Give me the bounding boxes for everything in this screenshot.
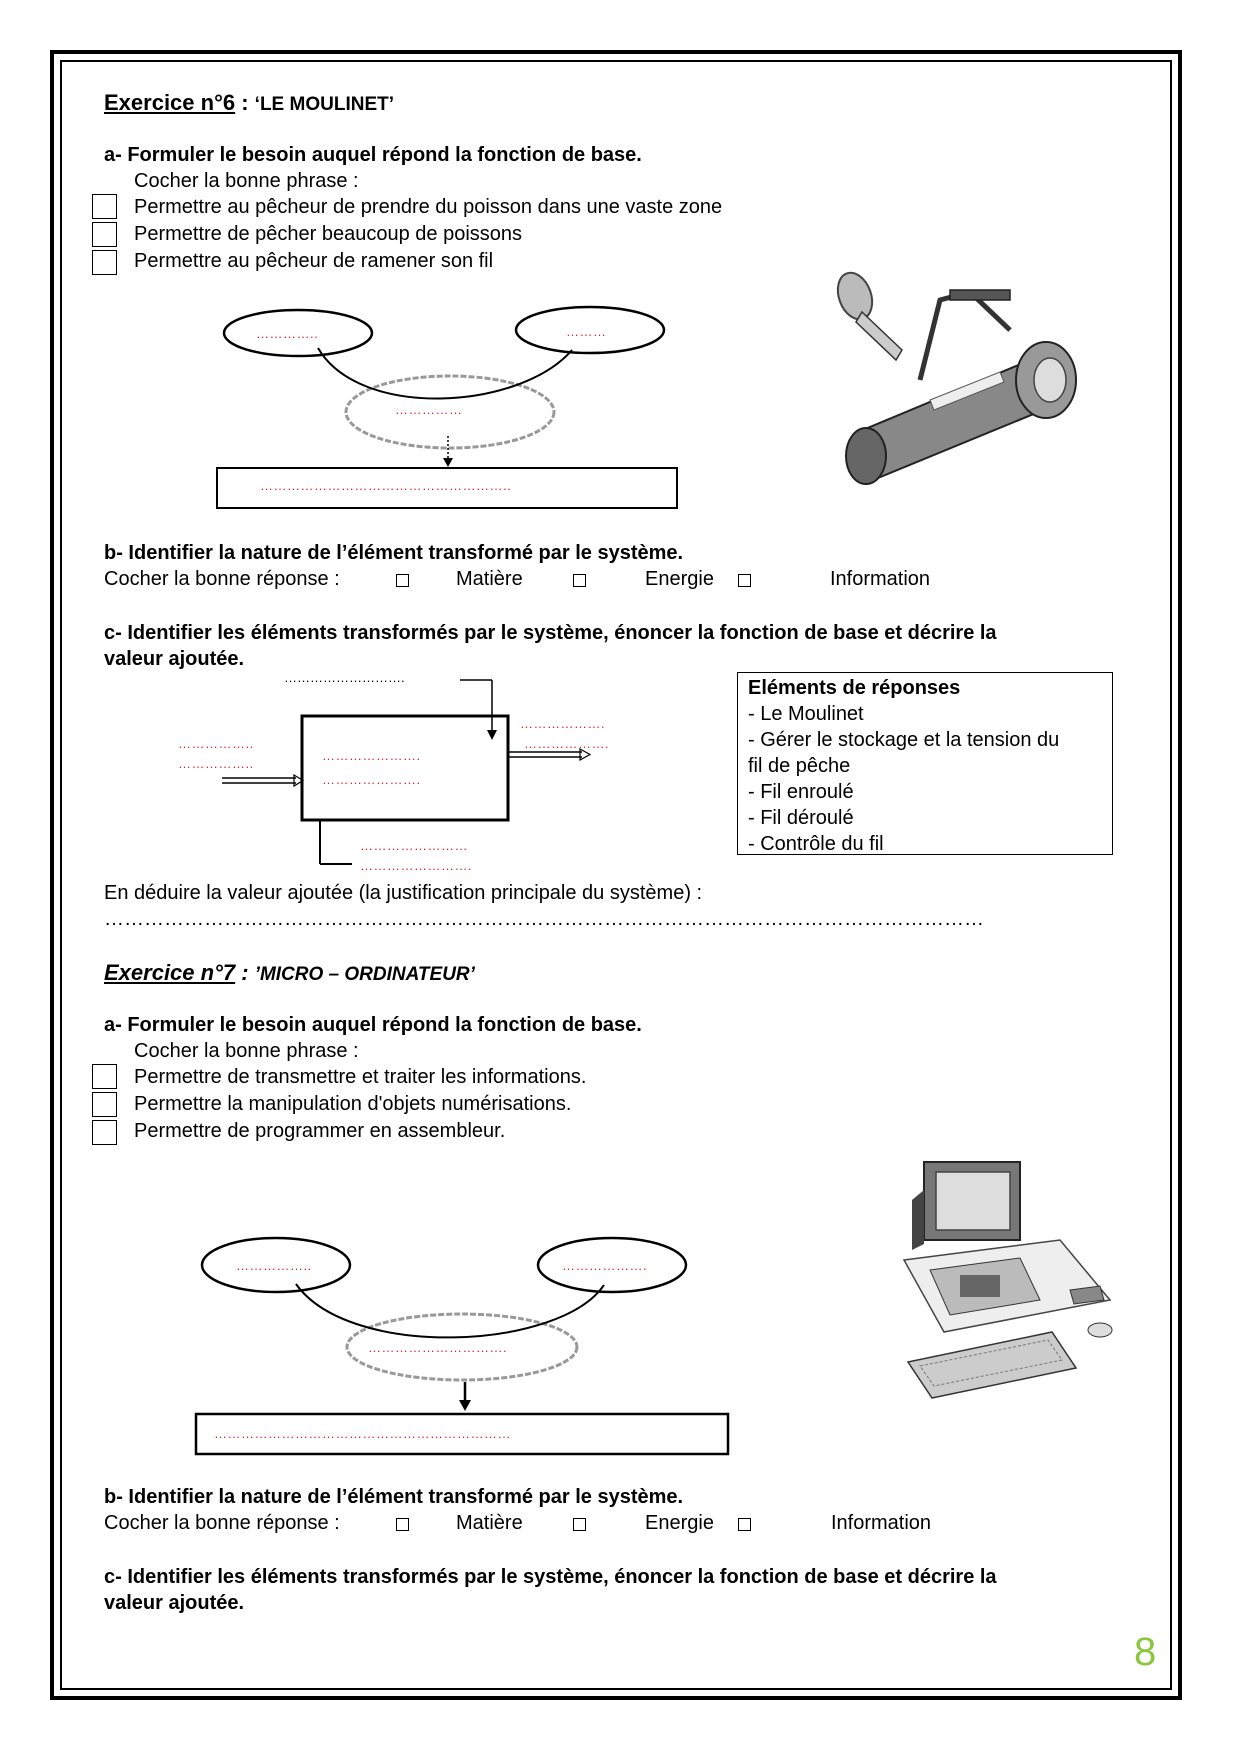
ex7-center-blank[interactable]: …………………………. [368, 1340, 508, 1355]
ex7-option-1-checkbox[interactable] [92, 1064, 117, 1089]
ex6-response-item: - Gérer le stockage et la tension du [748, 729, 1060, 751]
ex6-sadt-out-blank-2[interactable]: ………………. [524, 736, 610, 751]
ex6-response-item: - Fil déroulé [748, 807, 854, 829]
ex7-a-instruction: Cocher la bonne phrase : [134, 1040, 359, 1062]
ex7-title: Exercice n°7 : ’MICRO – ORDINATEUR’ [104, 960, 475, 985]
ex6-b-checkbox-matiere[interactable] [396, 574, 409, 587]
ex7-b-checkbox-matiere[interactable] [396, 1518, 409, 1531]
ex7-b-checkbox-information[interactable] [738, 1518, 751, 1531]
computer-screen [936, 1172, 1010, 1230]
reel-rotor [846, 428, 886, 484]
ex6-b-choice-matiere: Matière [456, 568, 523, 590]
ex7-a-heading: a- Formuler le besoin auquel répond la fonction de base. [104, 1014, 642, 1036]
ex6-b-checkbox-energie[interactable] [573, 574, 586, 587]
ex6-deduce-answer-line[interactable]: …………………………………………………………………………………………………………………… [104, 908, 984, 930]
ex7-right-blank[interactable]: ………………. [562, 1258, 648, 1273]
ex7-b-choice-energie: Energie [645, 1512, 714, 1534]
ex6-sadt-out-blank-1[interactable]: ………………. [520, 716, 606, 731]
ex6-response-item: fil de pêche [748, 755, 851, 777]
ex6-option-1: Permettre au pêcheur de prendre du poisson dans une vaste zone [134, 196, 723, 218]
ex6-responses-box [737, 672, 1113, 855]
ex6-title: Exercice n°6 : ‘LE MOULINET’ [104, 90, 394, 115]
fishing-reel-image [832, 268, 1076, 484]
ex7-box-blank[interactable]: ………………………………………………………… [214, 1426, 511, 1441]
ex6-sadt-box-blank-1[interactable]: …………………. [322, 748, 421, 763]
ex7-option-3-checkbox[interactable] [92, 1120, 117, 1145]
ex6-b-choice-energie: Energie [645, 568, 714, 590]
ex6-sadt-control-head [487, 730, 497, 740]
ex7-left-blank[interactable]: …………….. [236, 1258, 312, 1273]
reel-bail [920, 292, 1010, 380]
ex6-responses-title: Eléments de réponses [748, 677, 961, 699]
ex7-b-choice-information: Information [831, 1512, 932, 1534]
ex7-b-checkbox-energie[interactable] [573, 1518, 586, 1531]
reel-foot [950, 290, 1010, 300]
ex6-sadt-in-blank-1[interactable]: …………….. [178, 736, 254, 751]
ex6-response-item: - Le Moulinet [748, 703, 864, 725]
ex6-sadt-box-blank-2[interactable]: …………………. [322, 772, 421, 787]
ex7-option-1: Permettre de transmettre et traiter les informations. [134, 1066, 587, 1088]
ex6-b-prompt: Cocher la bonne réponse : [104, 568, 340, 590]
ex7-b-heading: b- Identifier la nature de l’élément transformé par le système. [104, 1486, 684, 1508]
ex6-b-checkbox-information[interactable] [738, 574, 751, 587]
ex6-sadt-box [302, 716, 508, 820]
ex7-option-2-checkbox[interactable] [92, 1092, 117, 1117]
computer-mouse [1088, 1323, 1112, 1337]
ex6-sadt-top-blank[interactable]: ………………………. [284, 670, 405, 685]
computer-image [904, 1162, 1112, 1398]
ex6-box-blank[interactable]: ……………………………………………….. [260, 478, 512, 493]
ex7-arrow-head [459, 1400, 471, 1411]
ex6-c-heading-1: c- Identifier les éléments transformés par le système, énoncer la fonction de base et décrire la [104, 622, 997, 644]
ex6-sadt-bottom-blank-2[interactable]: ……………………. [360, 858, 473, 873]
computer-keyboard [908, 1332, 1076, 1398]
ex6-response-item: - Fil enroulé [748, 781, 854, 803]
ex7-option-2: Permettre la manipulation d'objets numérisations. [134, 1093, 572, 1115]
ex6-a-heading: a- Formuler le besoin auquel répond la fonction de base. [104, 144, 642, 166]
ex6-right-blank[interactable]: ……… [566, 324, 607, 339]
reel-handle-arm [856, 312, 902, 360]
computer-monitor-side [912, 1190, 924, 1250]
ex6-left-blank[interactable]: ………….. [256, 326, 319, 341]
computer-chip [960, 1275, 1000, 1297]
ex7-c-heading-2: valeur ajoutée. [104, 1592, 245, 1614]
page-number: 8 [1134, 1630, 1157, 1674]
reel-spool-cap [1034, 358, 1066, 402]
ex6-sadt-in-blank-2[interactable]: …………….. [178, 756, 254, 771]
ex6-c-heading-2: valeur ajoutée. [104, 648, 245, 670]
ex6-response-item: - Contrôle du fil [748, 833, 884, 855]
ex6-center-blank[interactable]: …………… [395, 402, 463, 417]
ex6-b-heading: b- Identifier la nature de l’élément transformé par le système. [104, 542, 684, 564]
ex6-b-choice-information: Information [830, 568, 931, 590]
ex6-option-3: Permettre au pêcheur de ramener son fil [134, 250, 494, 272]
ex7-b-choice-matiere: Matière [456, 1512, 523, 1534]
ex6-option-2: Permettre de pêcher beaucoup de poissons [134, 223, 523, 245]
reel-handle-knob [832, 268, 878, 324]
ex6-a-instruction: Cocher la bonne phrase : [134, 170, 359, 192]
ex6-sadt-bottom-blank-1[interactable]: …………………… [360, 838, 468, 853]
ex6-arrow-head [443, 458, 453, 467]
ex7-b-prompt: Cocher la bonne réponse : [104, 1512, 340, 1534]
ex6-deduce-text: En déduire la valeur ajoutée (la justification principale du système) : [104, 882, 703, 904]
ex7-option-3: Permettre de programmer en assembleur. [134, 1120, 506, 1142]
ex7-c-heading-1: c- Identifier les éléments transformés par le système, énoncer la fonction de base et décrire la [104, 1566, 997, 1588]
